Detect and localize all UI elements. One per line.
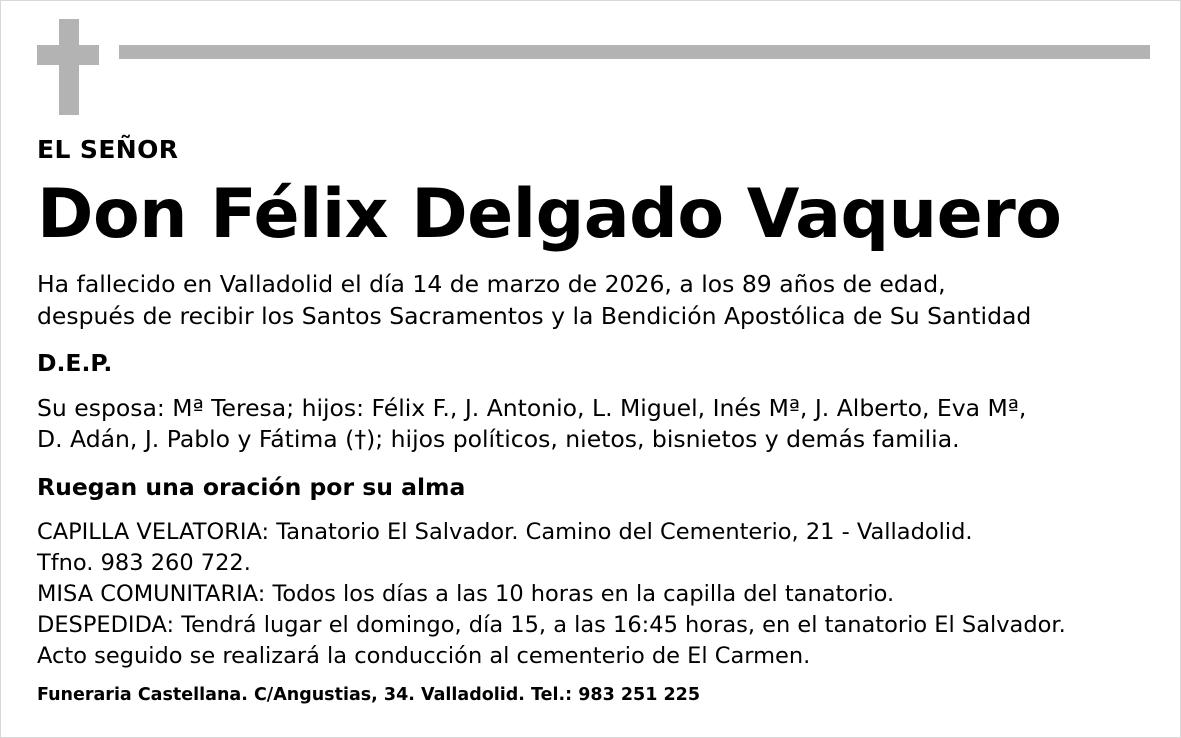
death-announcement-line-2: después de recibir los Santos Sacramentos y la Bendición Apostólica de Su Santidad bbox=[37, 301, 1032, 330]
rip-label: D.E.P. bbox=[37, 348, 113, 377]
deceased-name: Don Félix Delgado Vaquero bbox=[37, 175, 1062, 254]
cross-icon bbox=[37, 19, 99, 115]
notice-body bbox=[1, 135, 1180, 707]
cross-horizontal-bar bbox=[37, 45, 99, 65]
funeral-home-info: Funeraria Castellana. C/Angustias, 34. Valladolid. Tel.: 983 251 225 bbox=[37, 685, 701, 706]
service-details-line-2: Tfno. 983 260 722. bbox=[37, 549, 251, 576]
prayer-request: Ruegan una oración por su alma bbox=[37, 472, 466, 501]
family-list-line-2: D. Adán, J. Pablo y Fátima (†); hijos políticos, nietos, bisnietos y demás familia. bbox=[37, 425, 960, 454]
family-list bbox=[37, 393, 1146, 456]
notice-header bbox=[1, 1, 1180, 119]
death-announcement bbox=[37, 269, 1146, 332]
death-announcement-line-1: Ha fallecido en Valladolid el día 14 de marzo de 2026, a los 89 años de edad, bbox=[37, 270, 946, 299]
header-rule bbox=[119, 45, 1150, 59]
service-details-line-1: CAPILLA VELATORIA: Tanatorio El Salvador. Camino del Cementerio, 21 - Valladolid. bbox=[37, 518, 973, 545]
service-details bbox=[37, 517, 1146, 672]
family-list-line-1: Su esposa: Mª Teresa; hijos: Félix F., J. Antonio, L. Miguel, Inés Mª, J. Alberto, Eva Mª, bbox=[37, 394, 1027, 423]
cross-vertical-bar bbox=[59, 19, 79, 115]
honorific-label: EL SEÑOR bbox=[37, 135, 179, 164]
service-details-line-4: DESPEDIDA: Tendrá lugar el domingo, día 15, a las 16:45 horas, en el tanatorio El Salvador. bbox=[37, 612, 1066, 639]
service-details-line-3: MISA COMUNITARIA: Todos los días a las 10 horas en la capilla del tanatorio. bbox=[37, 581, 895, 608]
service-details-line-5: Acto seguido se realizará la conducción al cementerio de El Carmen. bbox=[37, 643, 811, 670]
